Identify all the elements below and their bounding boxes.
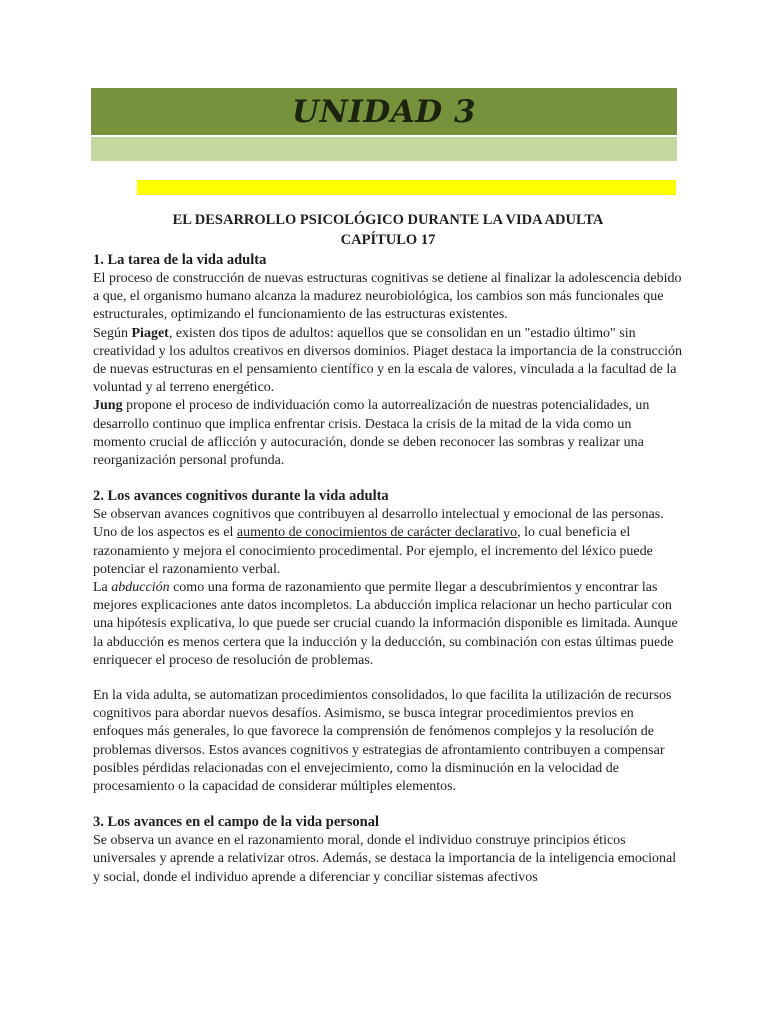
section-2-paragraph-2 bbox=[93, 579, 683, 670]
section-1-paragraph-1: El proceso de construcción de nuevas estructuras cognitivas se detiene al finalizar la adolescencia debido a que, el organismo humano alcanza la madurez neurobiológica, los cambios son más funcionales que estructurales, optimizando el funcionamiento de las estructuras existentes. bbox=[93, 271, 682, 323]
section-1-heading: 1. La tarea de la vida adulta bbox=[93, 252, 267, 268]
text-run: , existen dos tipos de adultos: aquellos que se consolidan en un "estadio último" sin creatividad y los adultos creativos en diversos dominios. Piaget destaca la importancia de la construcción de nuevas estructuras en el pensamiento científico y en la escala de valores, vinculada a la facultad de la voluntad y al terreno energético. bbox=[93, 325, 682, 396]
yellow-highlight-bar bbox=[137, 180, 676, 195]
abduccion-term: abducción bbox=[111, 580, 170, 596]
text-run: propone el proceso de individuación como la autorrealización de nuestras potencialidades, un desarrollo continuo que implica enfrentar crisis. Destaca la crisis de la mitad de la vida como un momento crucial de aflicción y autocuración, donde se deben reconocer las sombras y realizar una reorganización personal profunda. bbox=[93, 398, 650, 469]
section-3-paragraph-1: Se observa un avance en el razonamiento moral, donde el individuo construye principios éticos universales y aprende a relativizar otros. Además, se destaca la importancia de la inteligencia emocional y social, donde el individuo aprende a diferenciar y conciliar sistemas afectivos bbox=[93, 833, 677, 885]
text-run: como una forma de razonamiento que permite llegar a descubrimientos y encontrar las mejores explicaciones ante datos incompletos. La abducción implica relacionar un hecho particular con una hipótesis explicativa, lo que puede ser crucial cuando la información disponible es limitada. Aunque la abducción es menos certera que la inducción y la deducción, su combinación con estas últimas puede enriquecer el proceso de resolución de problemas. bbox=[93, 580, 678, 668]
unit-title: UNIDAD 3 bbox=[291, 93, 477, 130]
text-run: La bbox=[93, 580, 112, 596]
section-2-heading: 2. Los avances cognitivos durante la vida adulta bbox=[93, 488, 389, 505]
piaget-name: Piaget bbox=[131, 325, 169, 341]
section-3-heading: 3. Los avances en el campo de la vida personal bbox=[93, 814, 379, 831]
document-body bbox=[93, 210, 683, 887]
banner-subbar bbox=[91, 137, 677, 161]
unit-banner bbox=[91, 88, 677, 135]
text-run: , lo cual beneficia el razonamiento y mejora el conocimiento procedimental. Por ejemplo, el incremento del léxico puede potenciar el razonamiento verbal. bbox=[93, 525, 653, 577]
document-title: EL DESARROLLO PSICOLÓGICO DURANTE LA VIDA ADULTA bbox=[172, 212, 604, 228]
chapter-label: CAPÍTULO 17 bbox=[340, 232, 436, 248]
text-run: Se observan avances cognitivos que contribuyen al desarrollo intelectual y emocional de las personas. Uno de los aspectos es el bbox=[93, 507, 664, 541]
underlined-phrase: aumento de conocimientos de carácter declarativo bbox=[236, 525, 518, 541]
section-1-paragraph-2 bbox=[93, 325, 683, 398]
section-2-paragraph-1 bbox=[93, 506, 683, 579]
jung-name: Jung bbox=[93, 398, 123, 414]
section-1-paragraph-3 bbox=[93, 397, 683, 470]
text-run: Según bbox=[93, 325, 132, 341]
section-2-paragraph-3: En la vida adulta, se automatizan procedimientos consolidados, lo que facilita la utilización de recursos cognitivos para abordar nuevos desafíos. Asimismo, se busca integrar procedimientos previos en enfoques más generales, lo que favorece la comprensión de fenómenos complejos y la resolución de problemas diversos. Estos avances cognitivos y estrategias de afrontamiento contribuyen a compensar posibles pérdidas relacionadas con el envejecimiento, como la disminución en la velocidad de procesamiento o la capacidad de considerar múltiples elementos. bbox=[93, 688, 672, 795]
